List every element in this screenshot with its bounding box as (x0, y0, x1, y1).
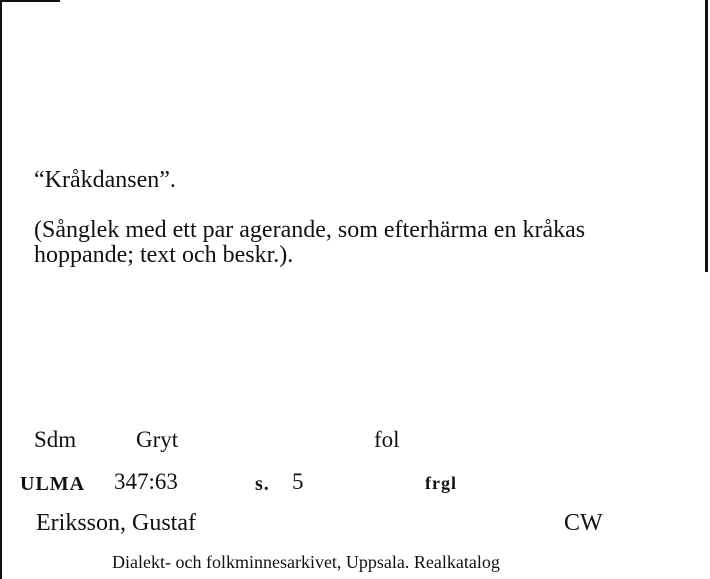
archive-number: 347:63 (114, 469, 178, 494)
page-number: 5 (292, 469, 304, 494)
category-label: frgl (425, 473, 457, 493)
parish-label: Gryt (136, 427, 179, 452)
card-title: “Kråkdansen”. (34, 167, 176, 193)
description-line-2: hoppande; text och beskr.). (34, 242, 294, 268)
archive-code: ULMA (20, 473, 86, 495)
description-line-1: (Sånglek med ett par agerande, som efterhärma en kråkas (34, 217, 586, 243)
card-description (34, 218, 694, 268)
page-label: s. (255, 473, 270, 495)
informant-name: Eriksson, Gustaf (36, 510, 196, 536)
province-label: Sdm (34, 427, 77, 452)
card-left-border (0, 0, 2, 579)
archive-footer: Dialekt- och folkminnesarkivet, Uppsala. Realkatalog (112, 552, 500, 572)
card-right-border (705, 0, 708, 272)
card-top-border (0, 0, 60, 2)
format-label: fol (374, 427, 400, 452)
collector-initials: CW (564, 510, 603, 536)
